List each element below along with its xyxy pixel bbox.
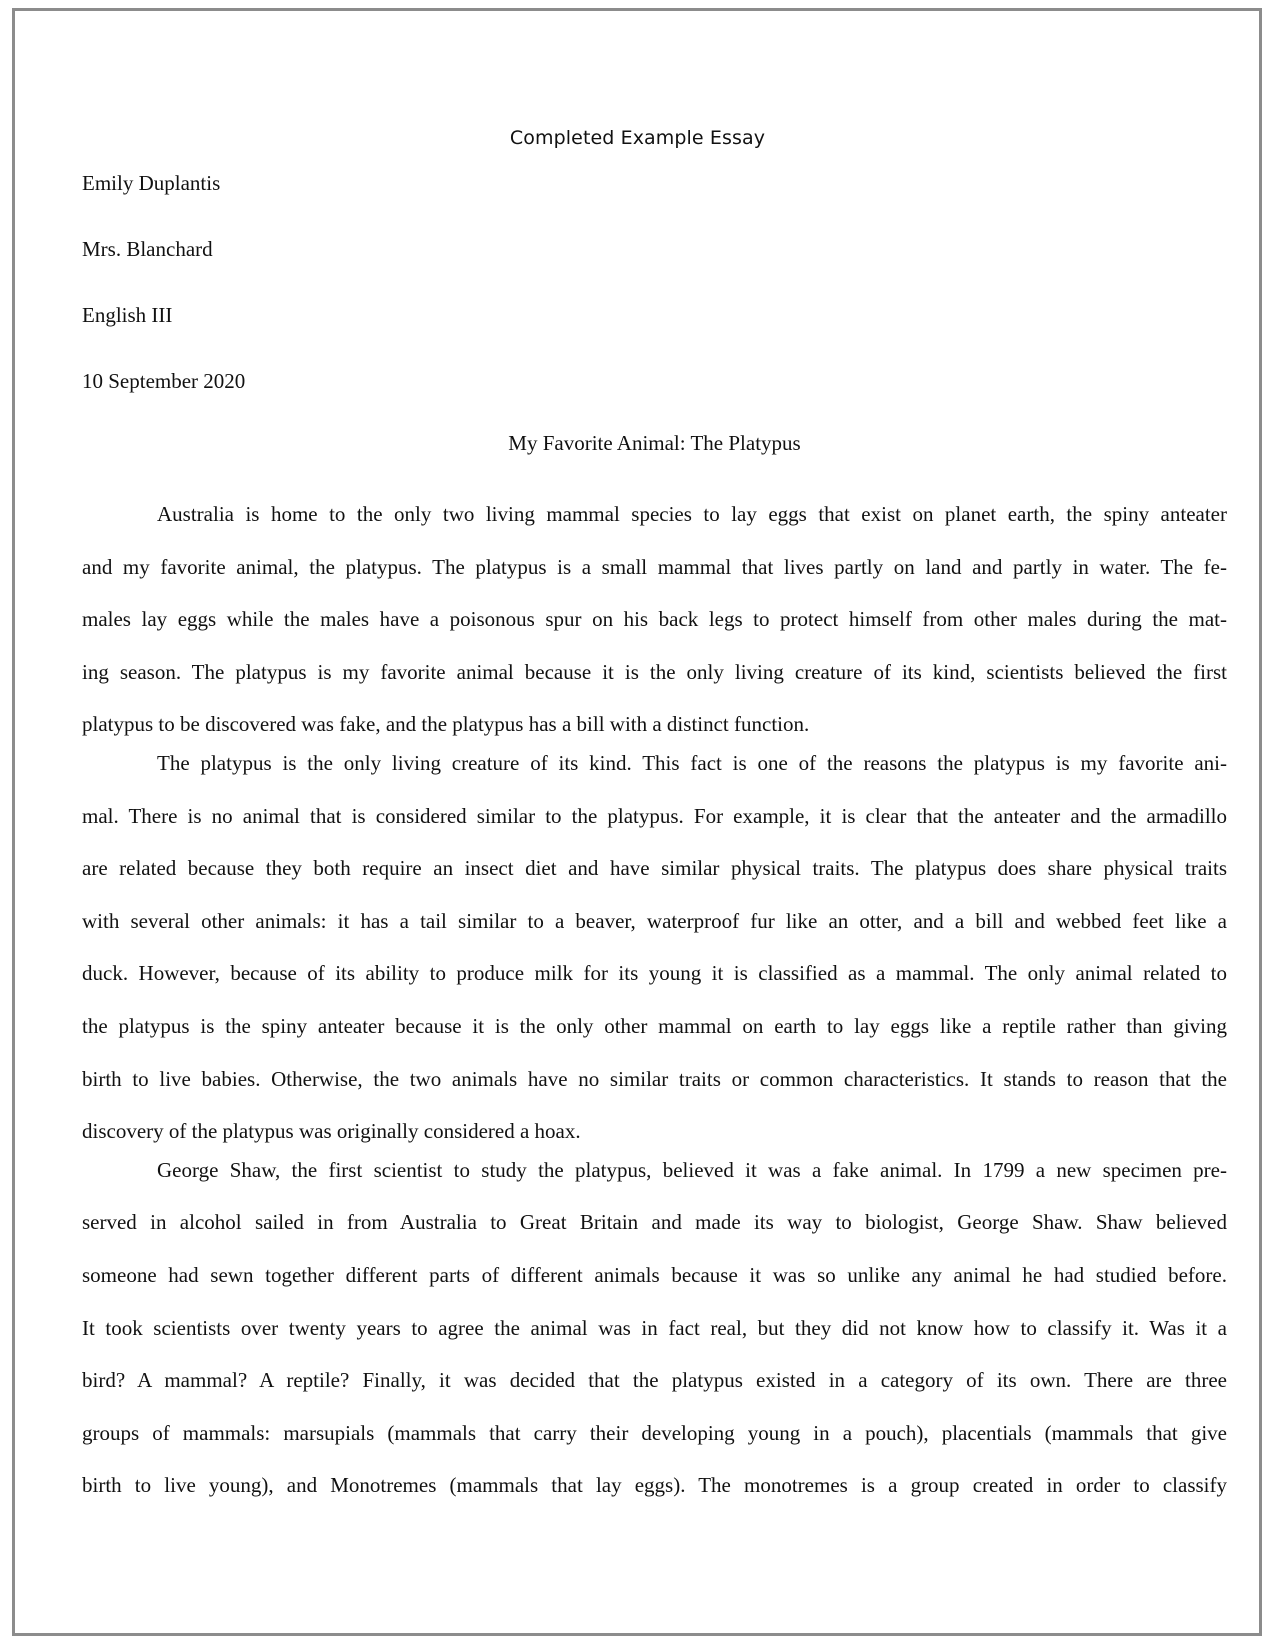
essay-document (82, 172, 1227, 1516)
paragraph-2 (82, 737, 1227, 1158)
paragraph-line: Australia is home to the only two living mammal species to lay eggs that exist on planet earth, the spiny anteater (157, 502, 1227, 526)
paragraph-line: mal. There is no animal that is considered similar to the platypus. For example, it is clear that the anteater and the armadillo (82, 803, 1227, 828)
paragraph-line: birth to live babies. Otherwise, the two animals have no similar traits or common characteristics. It stands to reason that the (82, 1066, 1227, 1091)
paragraph-line: bird? A mammal? A reptile? Finally, it was decided that the platypus existed in a category of its own. There are three (82, 1368, 1227, 1393)
paragraph-line: It took scientists over twenty years to agree the animal was in fact real, but they did not know how to classify it. Was it a (82, 1315, 1227, 1340)
student-name: Emily Duplantis (82, 171, 221, 195)
paragraph-line: and my favorite animal, the platypus. The platypus is a small mammal that lives partly on land and partly in water. The fe- (82, 554, 1227, 579)
paragraph-line: with several other animals: it has a tail similar to a beaver, waterproof fur like an otter, and a bill and webbed feet like a (82, 908, 1227, 933)
paragraph-line: groups of mammals: marsupials (mammals that carry their developing young in a pouch), placentials (mammals that give (82, 1420, 1227, 1445)
teacher-name: Mrs. Blanchard (82, 237, 213, 261)
paragraph-line: George Shaw, the first scientist to study the platypus, believed it was a fake animal. In 1799 a new specimen pre- (157, 1157, 1227, 1182)
paragraph-line: someone had sewn together different parts of different animals because it was so unlike any animal he had studied before. (82, 1262, 1227, 1287)
paragraph-line: are related because they both require an insect diet and have similar physical traits. The platypus does share physical traits (82, 856, 1227, 881)
paragraph-line: males lay eggs while the males have a poisonous spur on his back legs to protect himself from other males during the mat- (82, 607, 1227, 632)
paragraph-line: birth to live young), and Monotremes (mammals that lay eggs). The monotremes is a group created in order to classify (82, 1473, 1227, 1498)
paragraph-line: ing season. The platypus is my favorite animal because it is the only living creature of its kind, scientists believed the first (82, 659, 1227, 684)
essay-date: 10 September 2020 (82, 369, 246, 393)
paragraph-line: duck. However, because of its ability to produce milk for its young it is classified as a mammal. The only animal related to (82, 961, 1227, 986)
essay-title: My Favorite Animal: The Platypus (508, 431, 801, 455)
paragraph-1 (82, 488, 1227, 751)
caption: Completed Example Essay (509, 127, 766, 149)
course-name: English III (82, 303, 173, 327)
paragraph-line: platypus to be discovered was fake, and the platypus has a bill with a distinct function. (82, 712, 810, 737)
paragraph-line: The platypus is the only living creature of its kind. This fact is one of the reasons the platypus is my favorite ani- (157, 750, 1227, 775)
paragraph-3 (82, 1144, 1227, 1512)
paragraph-line: the platypus is the spiny anteater because it is the only other mammal on earth to lay eggs like a reptile rather than giving (82, 1013, 1227, 1038)
paragraph-line: discovery of the platypus was originally considered a hoax. (82, 1119, 581, 1144)
paragraph-line: served in alcohol sailed in from Australia to Great Britain and made its way to biologist, George Shaw. Shaw believed (82, 1210, 1227, 1235)
